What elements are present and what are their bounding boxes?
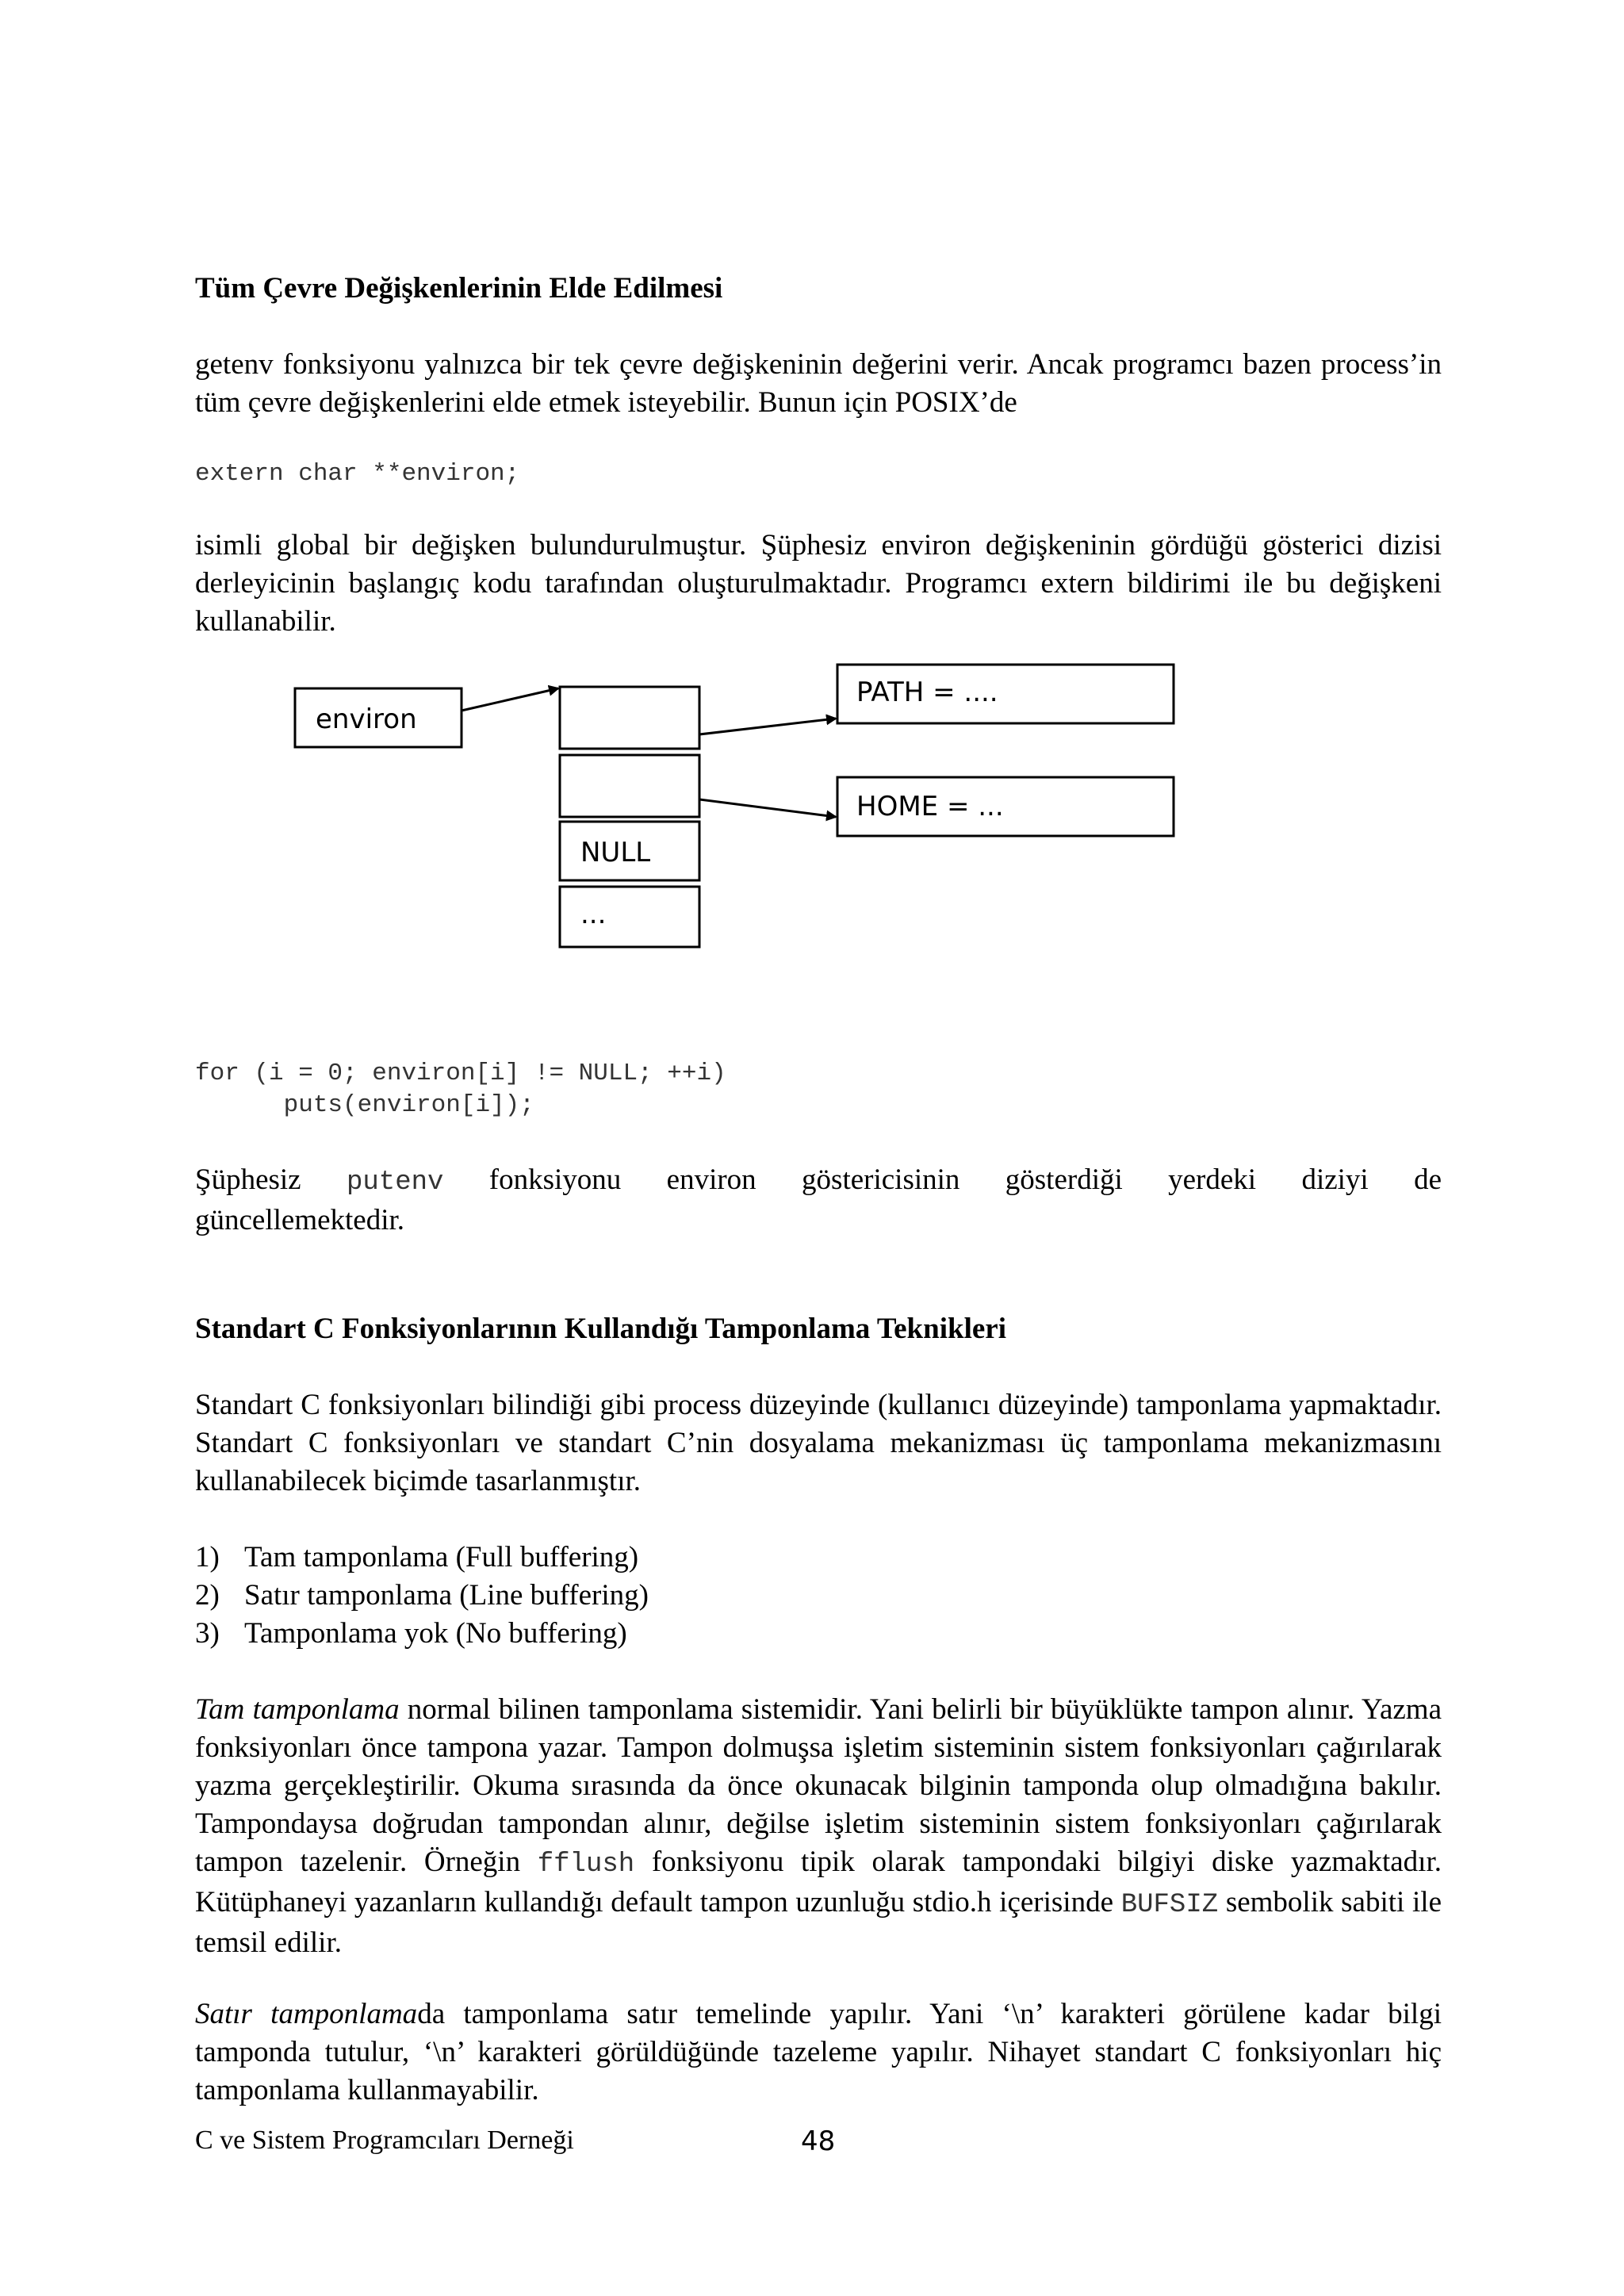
- list-item: 2) Satır tamponlama (Line buffering): [195, 1579, 649, 1612]
- environ-box-label: environ: [316, 703, 417, 735]
- arrow-cell1-to-path: [699, 719, 836, 734]
- dots-label: ...: [580, 899, 607, 930]
- list-item: 3) Tamponlama yok (No buffering): [195, 1617, 627, 1650]
- paragraph-putenv: [195, 1161, 1442, 1240]
- putenv-text-b: fonksiyonu environ göstericisinin gösterdiği yerdeki diziyi de: [488, 1163, 1442, 1196]
- term-tam-tamponlama: Tam tamponlama: [195, 1693, 400, 1726]
- array-cell-2: [560, 755, 699, 817]
- paragraph-standard-c-buffering: Standart C fonksiyonları bilindiği gibi process düzeyinde (kullanıcı düzeyinde) tamponlama yapmaktadır. Standart C fonksiyonları ve standart C’nin dosyalama mekanizması üç tamponlama mekanizmasını kullanabilecek biçimde tasarlanmıştır.: [195, 1389, 1442, 1497]
- code-for-loop-line1: for (i = 0; environ[i] != NULL; ++i): [195, 1060, 726, 1087]
- paragraph-putenv-line2: güncellemektedir.: [195, 1204, 405, 1236]
- array-cell-null: [560, 822, 699, 880]
- paragraph-line-buffering: Satır tamponlamada tamponlama satır temelinde yapılır. Yani ‘\n’ karakteri görülene kadar bilgi tamponda tutulur, ‘\n’ karakteri görüldüğünde tazeleme yapılır. Nihayet standart C fonksiyonları hiç tamponlama kullanmayabilir.: [195, 1998, 1442, 2106]
- path-box-label: PATH = ....: [856, 677, 998, 708]
- path-box: [837, 665, 1174, 723]
- paragraph-environ-global: isimli global bir değişken bulundurulmuştur. Şüphesiz environ değişkeninin gördüğü gösterici dizisi derleyicinin başlangıç kodu tarafından oluşturulmaktadır. Programcı extern bildirimi ile bu değişkeni kullanabilir.: [195, 529, 1442, 638]
- environ-box: [295, 688, 462, 747]
- null-label: NULL: [580, 837, 651, 868]
- term-satir-tamponlama: Satır tamponlama: [195, 1998, 418, 2030]
- page-number: 48: [801, 2125, 836, 2157]
- array-cell-dots: [560, 887, 699, 947]
- paragraph-putenv-line1: [195, 1161, 1442, 1202]
- paragraph-getenv: getenv fonksiyonu yalnızca bir tek çevre değişkeninin değerini verir. Ancak programcı bazen process’in tüm çevre değişkenlerini elde etmek isteyebilir. Bunun için POSIX’de: [195, 348, 1442, 419]
- paragraph-full-buffering: Tam tamponlama normal bilinen tamponlama sistemidir. Yani belirli bir büyüklükte tampon alınır. Yazma fonksiyonları önce tampona yazar. Tampon dolmuşsa işletim sisteminin sistem fonksiyonları çağırılarak yazma gerçekleştirilir. Okuma sırasında da önce okunacak bilginin tamponda olup olmadığına bakılır. Tampondaysa doğrudan tampondan alınır, değilse işletim sisteminin sistem fonksiyonları çağırılarak tampon tazelenir. Örneğin fflush fonksiyonu tipik olarak tampondaki bilgiyi diske yazmaktadır. Kütüphaneyi yazanların kullandığı default tampon uzunluğu stdio.h içerisinde BUFSIZ sembolik sabiti ile temsil edilir.: [195, 1693, 1442, 1959]
- footer-organization: C ve Sistem Programcıları Derneği: [195, 2125, 574, 2155]
- array-cell-1: [560, 687, 699, 749]
- putenv-text-a: Şüphesiz: [195, 1163, 301, 1196]
- code-extern-environ: extern char **environ;: [195, 460, 520, 488]
- section-heading-environ: Tüm Çevre Değişkenlerinin Elde Edilmesi: [195, 272, 723, 305]
- environ-diagram: [0, 0, 1624, 991]
- code-for-loop-line2: puts(environ[i]);: [195, 1091, 534, 1119]
- buffering-list: [195, 1539, 649, 1653]
- home-box: [837, 777, 1174, 836]
- list-item: 1) Tam tamponlama (Full buffering): [195, 1541, 639, 1573]
- arrow-environ-to-array: [462, 688, 558, 711]
- home-box-label: HOME = ...: [856, 791, 1004, 822]
- code-bufsiz: BUFSIZ: [1120, 1890, 1219, 1920]
- putenv-code: putenv: [346, 1167, 444, 1198]
- code-fflush: fflush: [537, 1849, 635, 1880]
- arrow-cell2-to-home: [699, 799, 836, 817]
- section-heading-buffering: Standart C Fonksiyonlarının Kullandığı Tamponlama Teknikleri: [195, 1313, 1006, 1345]
